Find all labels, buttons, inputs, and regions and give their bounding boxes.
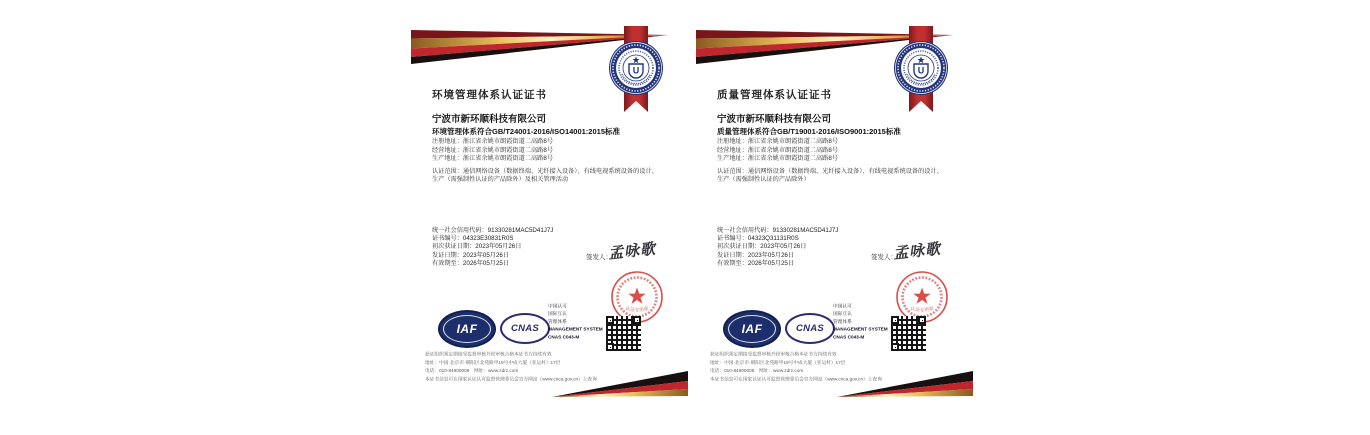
accreditation-line: 中国认可: [833, 303, 852, 309]
valid-until-line: 有效期至：2026年05月25日: [717, 259, 795, 267]
stamp-banner-text: 认证专用章: [909, 306, 935, 314]
issuer-label: 签发人：: [586, 254, 612, 261]
qr-code: [606, 316, 641, 351]
qr-code: [891, 316, 926, 351]
address-block: [717, 138, 953, 164]
certificate-title: 质量管理体系认证证书: [717, 89, 832, 101]
registered-address: 注册地址：浙江省余姚市朗霞街道二高路8号: [432, 138, 554, 145]
accreditation-line: 中国认可: [548, 303, 567, 309]
accreditation-scheme-code: CNAS C043-M: [548, 333, 580, 340]
certificate-title: 环境管理体系认证证书: [432, 89, 547, 101]
certificate-codes: [717, 227, 838, 268]
credit-code-line: 统一社会信用代码：91330281MAC5D41J7J: [432, 227, 554, 234]
footer-line: 获证组织须定期接受监督审核并经审核合格本证书方持续有效: [425, 351, 552, 357]
bottom-corner-stripes: [835, 371, 973, 398]
footer-line: 电话：010-84900008 网址：www.zdrz.com: [710, 367, 804, 374]
company-name: 宁波市新环顺科技有限公司: [432, 114, 547, 125]
iaf-label: IAF: [741, 322, 763, 336]
business-address: 经营地址：浙江省余姚市朗霞街道二高路8号: [432, 146, 554, 154]
stamp-banner-text: 认证专用章: [624, 306, 650, 314]
accreditation-line: 国际互认: [833, 310, 852, 317]
footer-line: 地址：中国·北京市·朝阳区北苑路甲19号中成大厦（亚运村）17层: [425, 359, 561, 365]
qr-finder-icon: [891, 316, 899, 324]
cert-number-line: 证书编号：04323E30831R0S: [432, 235, 514, 243]
company-name: 宁波市新环顺科技有限公司: [717, 114, 832, 125]
iaf-logo: [723, 310, 781, 348]
qr-finder-icon: [633, 316, 641, 324]
cnas-logo: [785, 313, 835, 344]
accreditation-scheme-code: CNAS C043-M: [833, 333, 865, 340]
first-issue-line: 初次获证日期：2023年05月26日: [717, 243, 807, 251]
cert-number-line: 证书编号：04323Q31131R0S: [717, 235, 799, 243]
issuer-signature: 孟咏歌: [607, 239, 657, 263]
certification-medal-badge: [889, 26, 953, 118]
footer-line: 本证书信息可在国家认证认可监督管理委员会官方网站（www.cnca.gov.cn）上查询: [710, 375, 882, 382]
certification-scope: 认证范围：通信网络设备（数据终端、光纤接入设备）、有线电视系统设备的设计、生产（需强制性认证的产品除外）: [717, 168, 943, 184]
production-address: 生产地址：浙江省余姚市朗霞街道二高路8号: [432, 155, 554, 163]
certificate-quality: [693, 0, 975, 435]
issuer-signature: 孟咏歌: [892, 239, 942, 263]
iaf-ring-icon: [728, 315, 776, 343]
cnas-label: CNAS: [510, 323, 540, 334]
credit-code-line: 统一社会信用代码：91330281MAC5D41J7J: [717, 227, 839, 234]
issuer-label: 签发人：: [871, 254, 897, 261]
accreditation-line-en: MANAGEMENT SYSTEM: [833, 326, 888, 332]
accreditation-line: 国际互认: [548, 310, 567, 317]
cnas-logo: [500, 313, 550, 344]
certification-medal-badge: [604, 26, 668, 118]
iaf-ring-icon: [443, 315, 491, 343]
registered-address: 注册地址：浙江省余姚市朗霞街道二高路8号: [717, 138, 839, 145]
production-address: 生产地址：浙江省余姚市朗霞街道二高路8号: [717, 155, 839, 163]
business-address: 经营地址：浙江省余姚市朗霞街道二高路8号: [717, 146, 839, 154]
bottom-corner-stripes: [550, 371, 688, 398]
valid-until-line: 有效期至：2026年05月25日: [432, 259, 510, 267]
footer-line: 获证组织须定期接受监督审核并经审核合格本证书方持续有效: [710, 351, 837, 357]
issue-date-line: 发证日期：2023年05月26日: [717, 251, 795, 259]
footer-line: 电话：010-84900008 网址：www.zdrz.com: [425, 367, 519, 374]
iaf-logo: [438, 310, 496, 348]
issue-date-line: 发证日期：2023年05月26日: [432, 251, 510, 259]
accreditation-line: 管理体系: [548, 318, 567, 324]
accreditation-line-en: MANAGEMENT SYSTEM: [548, 326, 603, 332]
qr-finder-icon: [606, 316, 614, 324]
address-block: [432, 138, 668, 164]
standard-line: 质量管理体系符合GB/T19001-2016/ISO9001:2015标准: [717, 127, 901, 136]
footer-line: 地址：中国·北京市·朝阳区北苑路甲19号中成大厦（亚运村）17层: [710, 359, 846, 365]
footer-line: 本证书信息可在国家认证认可监督管理委员会官方网站（www.cnca.gov.cn）上查询: [425, 375, 597, 382]
iaf-label: IAF: [456, 322, 478, 336]
qr-finder-icon: [918, 316, 926, 324]
standard-line: 环境管理体系符合GB/T24001-2016/ISO14001:2015标准: [432, 127, 620, 136]
certificate-environment: [408, 0, 690, 435]
badge-letter: U: [917, 65, 925, 76]
accreditation-line: 管理体系: [833, 318, 852, 324]
certification-scope: 认证范围：通信网络设备（数据终端、光纤接入设备）、有线电视系统设备的设计、生产（需强制性认证的产品除外）及相关管理活动: [432, 168, 658, 184]
first-issue-line: 初次获证日期：2023年05月26日: [432, 243, 522, 251]
certificate-codes: [432, 227, 553, 268]
badge-letter: U: [632, 65, 640, 76]
cnas-label: CNAS: [795, 323, 825, 334]
